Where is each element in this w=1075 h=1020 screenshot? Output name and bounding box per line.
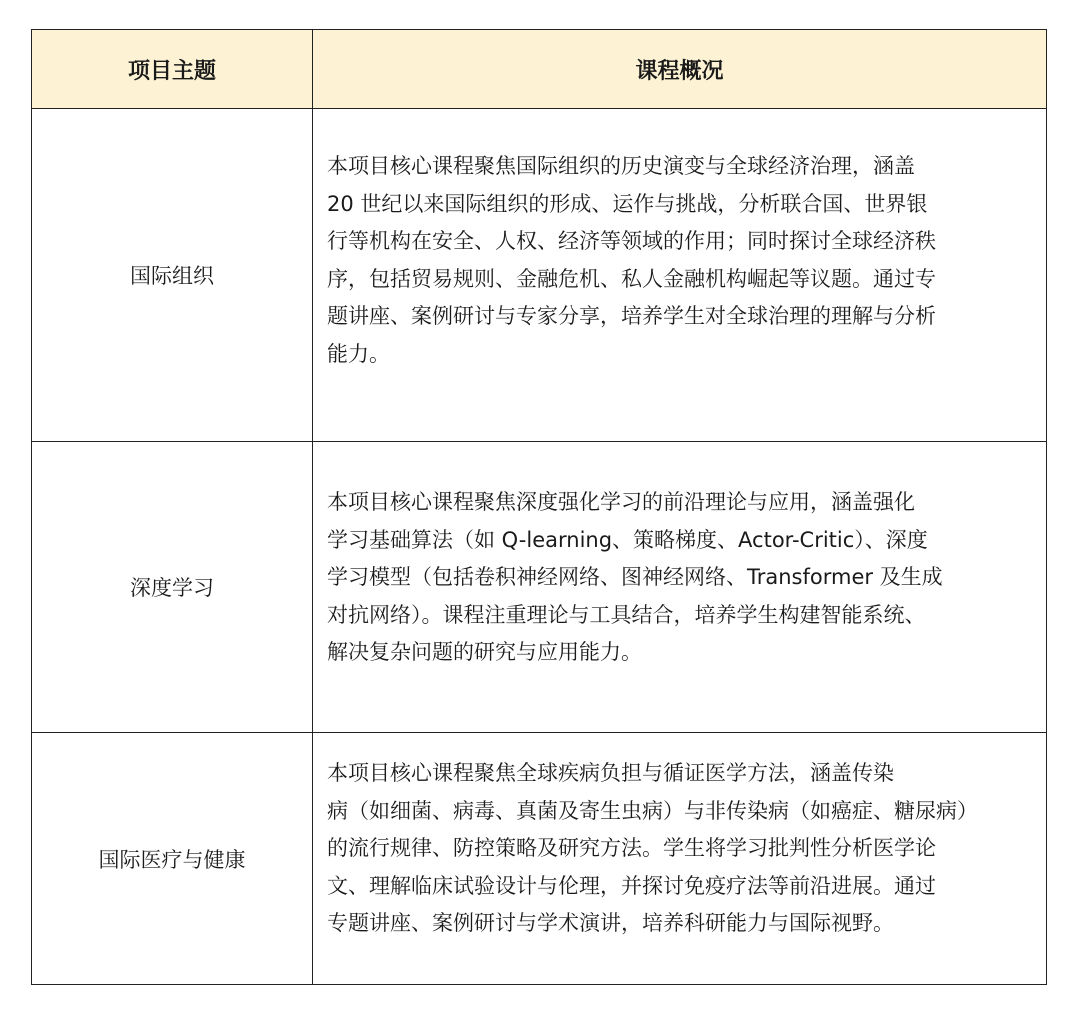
- table-row: [32, 442, 1047, 733]
- row-overview-cell: [313, 109, 1047, 442]
- table-row: [32, 733, 1047, 985]
- row-theme-cell: 深度学习: [32, 442, 313, 733]
- row-overview-text: 本项目核心课程聚焦国际组织的历史演变与全球经济治理，涵盖 20 世纪以来国际组织的形成、运作与挑战，分析联合国、世界银 行等机构在安全、人权、经济等领域的作用；同时探讨全球经济秩 序，包括贸易规则、金融危机、私人金融机构崛起等议题。通过专 题讲座、案例研讨与专家分享，培养学生对全球治理的理解与分析 能力。: [327, 154, 936, 366]
- row-overview-cell: [313, 442, 1047, 733]
- row-overview-text: 本项目核心课程聚焦深度强化学习的前沿理论与应用，涵盖强化 学习基础算法（如 Q-learning、策略梯度、Actor-Critic）、深度 学习模型（包括卷积神经网络、图神经网络、Transformer 及生成 对抗网络）。课程注重理论与工具结合，培养学生构建智能系统、 解决复杂问题的研究与应用能力。: [327, 490, 943, 664]
- row-overview-text: 本项目核心课程聚焦全球疾病负担与循证医学方法，涵盖传染 病（如细菌、病毒、真菌及寄生虫病）与非传染病（如癌症、糖尿病） 的流行规律、防控策略及研究方法。学生将学习批判性分析医学论 文、理解临床试验设计与伦理，并探讨免疫疗法等前沿进展。通过 专题讲座、案例研讨与学术演讲，培养科研能力与国际视野。: [327, 761, 978, 935]
- row-theme-cell: 国际医疗与健康: [32, 733, 313, 985]
- table-header-row: [32, 30, 1047, 109]
- header-theme: 项目主题: [32, 30, 313, 109]
- course-overview-table: [31, 29, 1047, 985]
- header-overview: 课程概况: [313, 30, 1047, 109]
- row-overview-cell: [313, 733, 1047, 985]
- row-theme-cell: 国际组织: [32, 109, 313, 442]
- table-row: [32, 109, 1047, 442]
